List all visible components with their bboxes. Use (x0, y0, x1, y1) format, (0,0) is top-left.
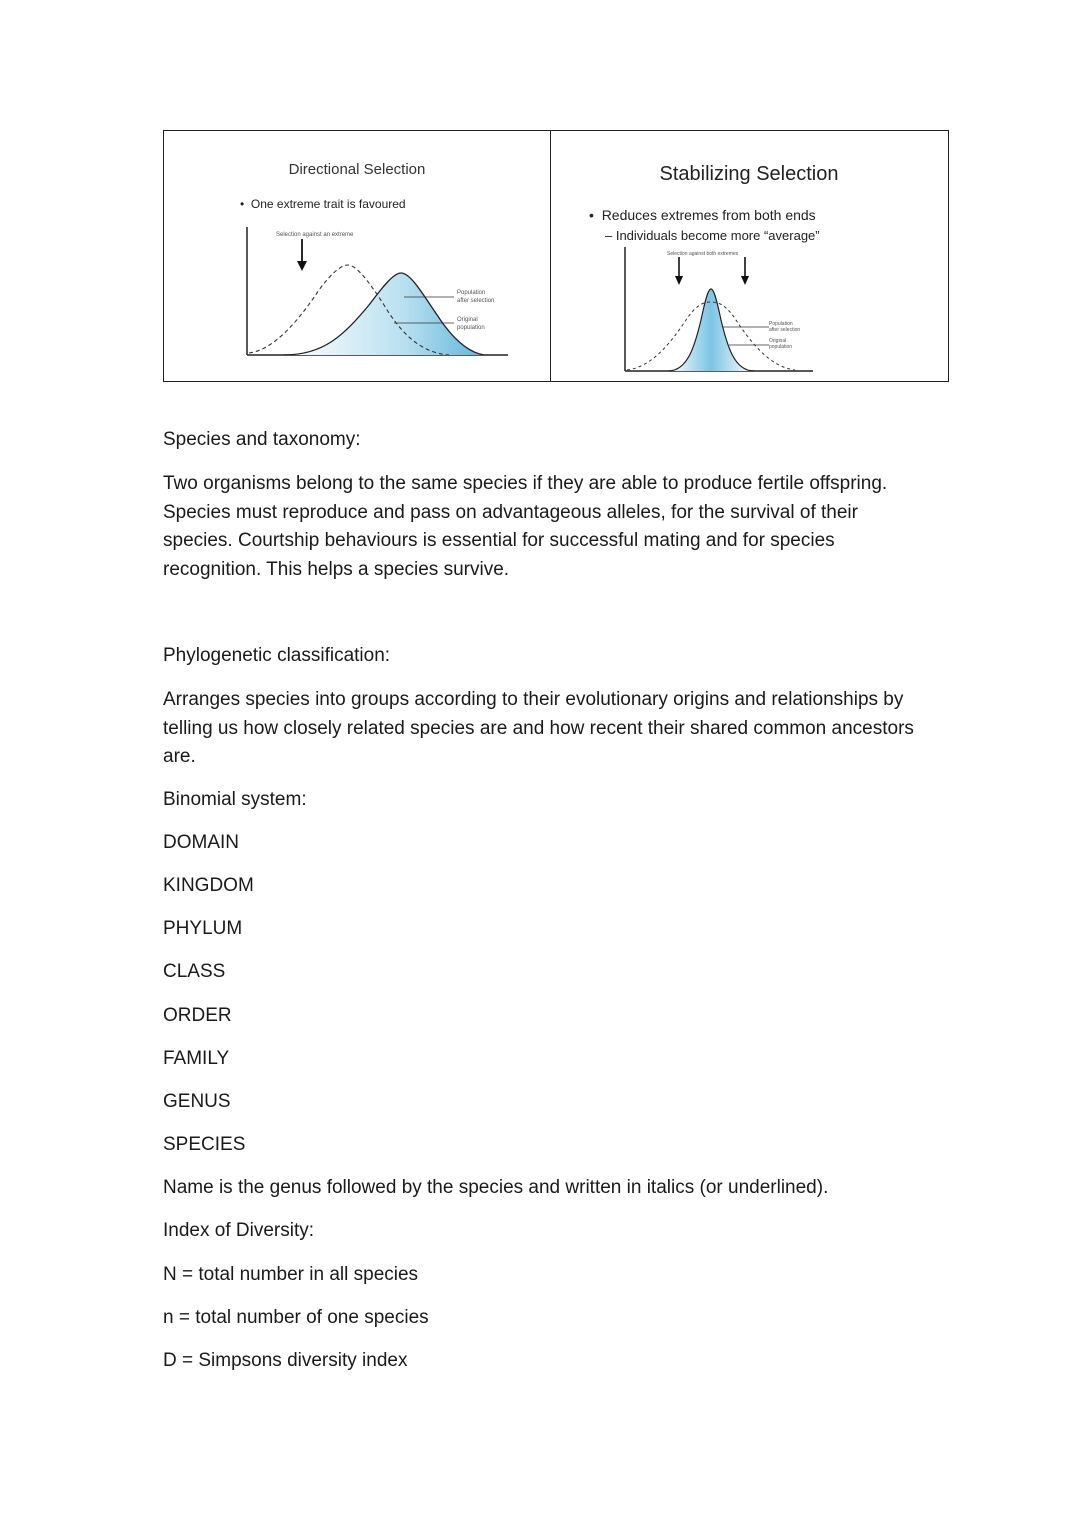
rank-order: ORDER (163, 1005, 232, 1026)
stabilizing-after-label: Population after selection (769, 321, 801, 333)
D-definition: D = Simpsons diversity index (163, 1350, 408, 1371)
rank-class: CLASS (163, 961, 226, 982)
species-line: Two organisms belong to the same species if they are able to produce fertile offspring. (163, 473, 888, 494)
selection-figure (163, 130, 949, 382)
right-arrowhead (741, 276, 749, 285)
directional-plot (244, 225, 509, 357)
directional-selection-panel (164, 131, 551, 381)
directional-arrow-label: Selection against an extreme (276, 232, 354, 238)
left-arrowhead (675, 276, 683, 285)
species-line: recognition. This helps a species survive. (163, 559, 510, 581)
phylogenetic-paragraph (163, 686, 963, 772)
stabilizing-sub-bullet: – Individuals become more “average” (605, 228, 820, 243)
after-selection-area (668, 289, 754, 371)
phylo-line: Arranges species into groups according to their evolutionary origins and relationships by (163, 689, 904, 710)
phylo-line: are. (163, 746, 196, 768)
rank-kingdom: KINGDOM (163, 875, 254, 896)
selection-arrowhead (297, 261, 307, 271)
phylo-line: telling us how closely related species are and how recent their shared common ancestors (163, 717, 914, 739)
directional-title: Directional Selection (288, 161, 426, 178)
rank-genus: GENUS (163, 1091, 231, 1112)
directional-bullet: • One extreme trait is favoured (240, 197, 406, 211)
rank-family: FAMILY (163, 1048, 230, 1069)
N-definition: N = total number in all species (163, 1264, 419, 1285)
name-rule: Name is the genus followed by the species and written in italics (or underlined). (163, 1177, 829, 1198)
species-line: species. Courtship behaviours is essential for successful mating and for species (163, 530, 835, 552)
phylogenetic-heading: Phylogenetic classification: (163, 645, 391, 666)
species-heading: Species and taxonomy: (163, 429, 361, 450)
diversity-heading: Index of Diversity: (163, 1220, 314, 1241)
species-paragraph (163, 470, 963, 585)
species-line: Species must reproduce and pass on advantageous alleles, for the survival of their (163, 501, 858, 523)
stabilizing-arrow-label: Selection against both extremes (667, 251, 739, 257)
stabilizing-original-label: Original population (769, 338, 793, 350)
stabilizing-plot (623, 245, 818, 373)
stabilizing-title: Stabilizing Selection (659, 163, 839, 185)
rank-species: SPECIES (163, 1134, 246, 1155)
directional-after-label: Population after selection (457, 290, 495, 304)
binomial-heading: Binomial system: (163, 789, 307, 810)
rank-phylum: PHYLUM (163, 918, 243, 939)
rank-domain: DOMAIN (163, 832, 239, 853)
stabilizing-selection-panel (551, 131, 947, 381)
stabilizing-bullet: • Reduces extremes from both ends (589, 207, 816, 223)
directional-original-label: Original population (457, 317, 485, 331)
n-definition: n = total number of one species (163, 1307, 429, 1328)
